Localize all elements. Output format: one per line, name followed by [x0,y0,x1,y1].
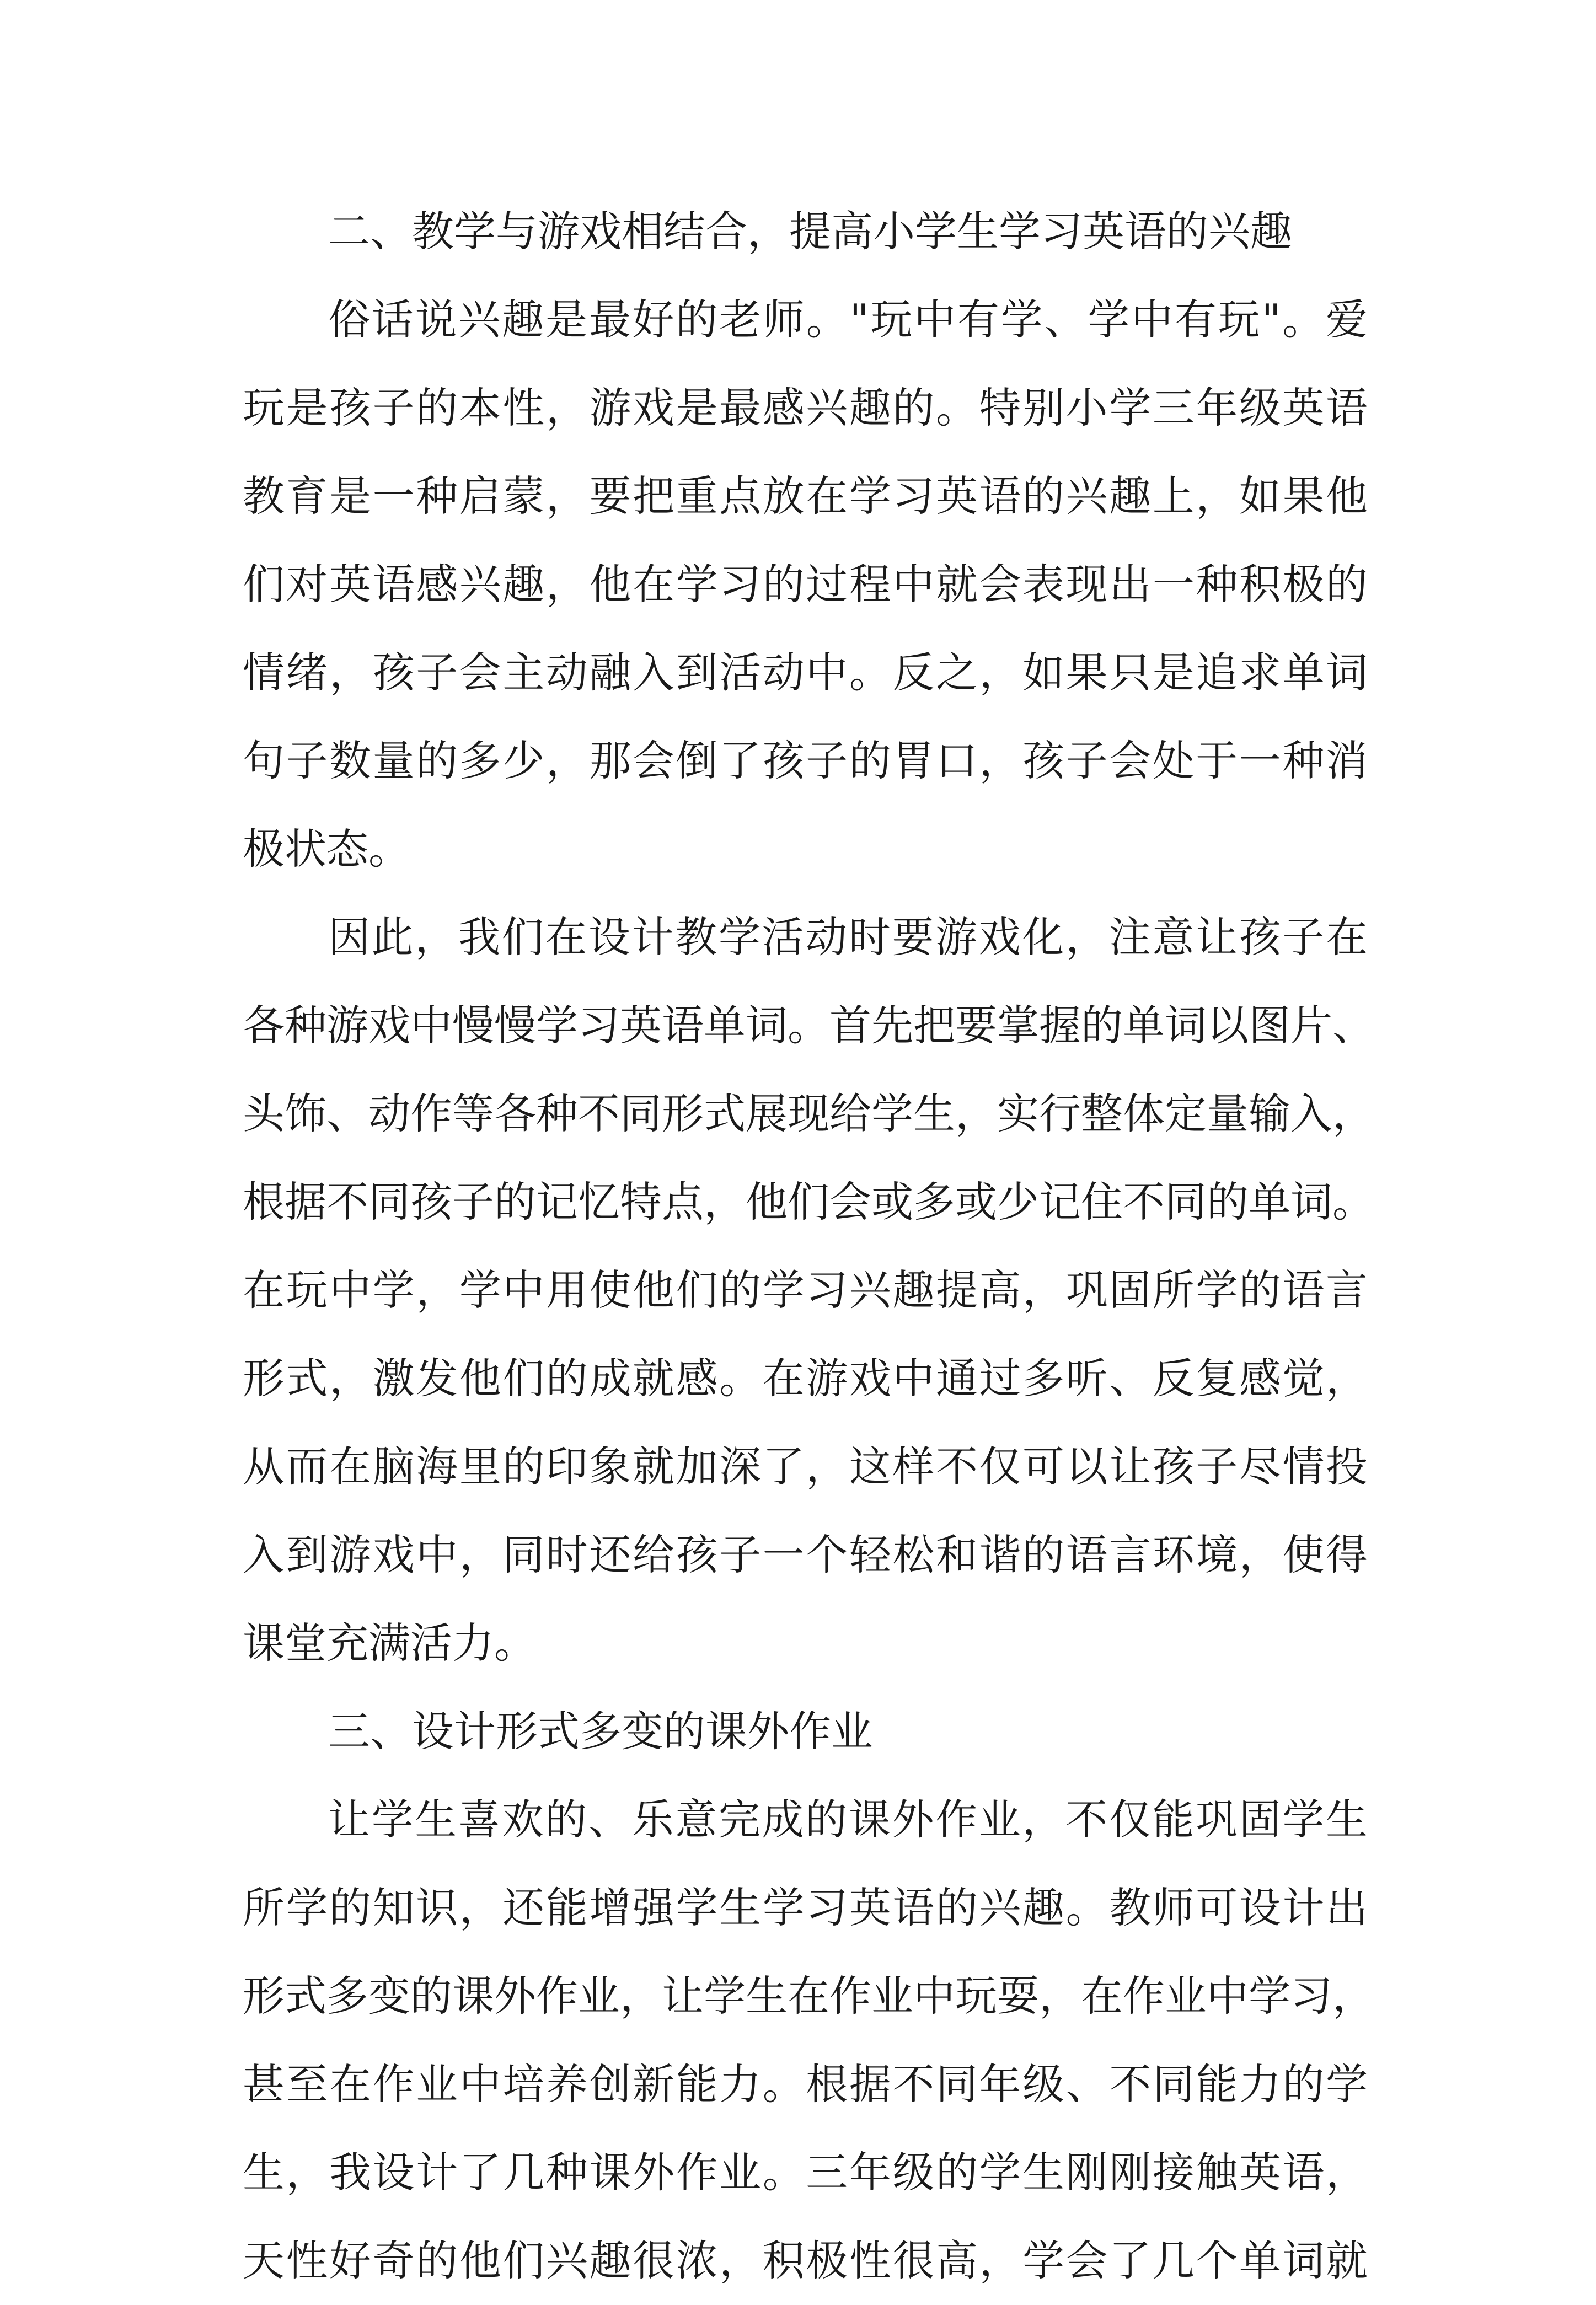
paragraph-line: 情绪，孩子会主动融入到活动中。反之，如果只是追求单词 [243,648,1368,697]
paragraph-line: 玩是孩子的本性，游戏是最感兴趣的。特别小学三年级英语 [243,383,1368,432]
paragraph-line: 甚至在作业中培养创新能力。根据不同年级、不同能力的学 [243,2060,1368,2109]
paragraph-line: 俗话说兴趣是最好的老师。"玩中有学、学中有玩"。爱 [328,295,1368,344]
section-heading-three: 三、设计形式多变的课外作业 [328,1707,873,1756]
paragraph-line: 们对英语感兴趣，他在学习的过程中就会表现出一种积极的 [243,560,1368,609]
paragraph-line: 形式，激发他们的成就感。在游戏中通过多听、反复感觉， [243,1354,1368,1403]
paragraph-line: 生，我设计了几种课外作业。三年级的学生刚刚接触英语， [243,2148,1368,2197]
paragraph-line: 根据不同孩子的记忆特点，他们会或多或少记住不同的单词。 [243,1177,1374,1226]
paragraph-line: 入到游戏中，同时还给孩子一个轻松和谐的语言环境，使得 [243,1530,1368,1579]
paragraph-line: 从而在脑海里的印象就加深了，这样不仅可以让孩子尽情投 [243,1442,1368,1491]
paragraph-line: 句子数量的多少，那会倒了孩子的胃口，孩子会处于一种消 [243,736,1368,785]
paragraph-line: 在玩中学，学中用使他们的学习兴趣提高，巩固所学的语言 [243,1266,1368,1315]
document-body [243,187,1374,2305]
paragraph-line: 让学生喜欢的、乐意完成的课外作业，不仅能巩固学生 [328,1795,1368,1844]
paragraph-line: 形式多变的课外作业，让学生在作业中玩耍，在作业中学习， [243,1971,1374,2020]
paragraph-line: 天性好奇的他们兴趣很浓，积极性很高，学会了几个单词就 [243,2236,1368,2285]
paragraph-line: 头饰、动作等各种不同形式展现给学生，实行整体定量输入， [243,1089,1374,1138]
paragraph-line: 所学的知识，还能增强学生学习英语的兴趣。教师可设计出 [243,1883,1368,1932]
paragraph-line: 各种游戏中慢慢学习英语单词。首先把要掌握的单词以图片、 [243,1001,1374,1050]
section-heading-two: 二、教学与游戏相结合，提高小学生学习英语的兴趣 [328,207,1292,256]
paragraph-line: 极状态。 [243,824,410,873]
paragraph-line: 因此，我们在设计教学活动时要游戏化，注意让孩子在 [328,913,1368,962]
paragraph-line: 课堂充满活力。 [243,1618,536,1668]
paragraph-line: 教育是一种启蒙，要把重点放在学习英语的兴趣上，如果他 [243,471,1368,521]
